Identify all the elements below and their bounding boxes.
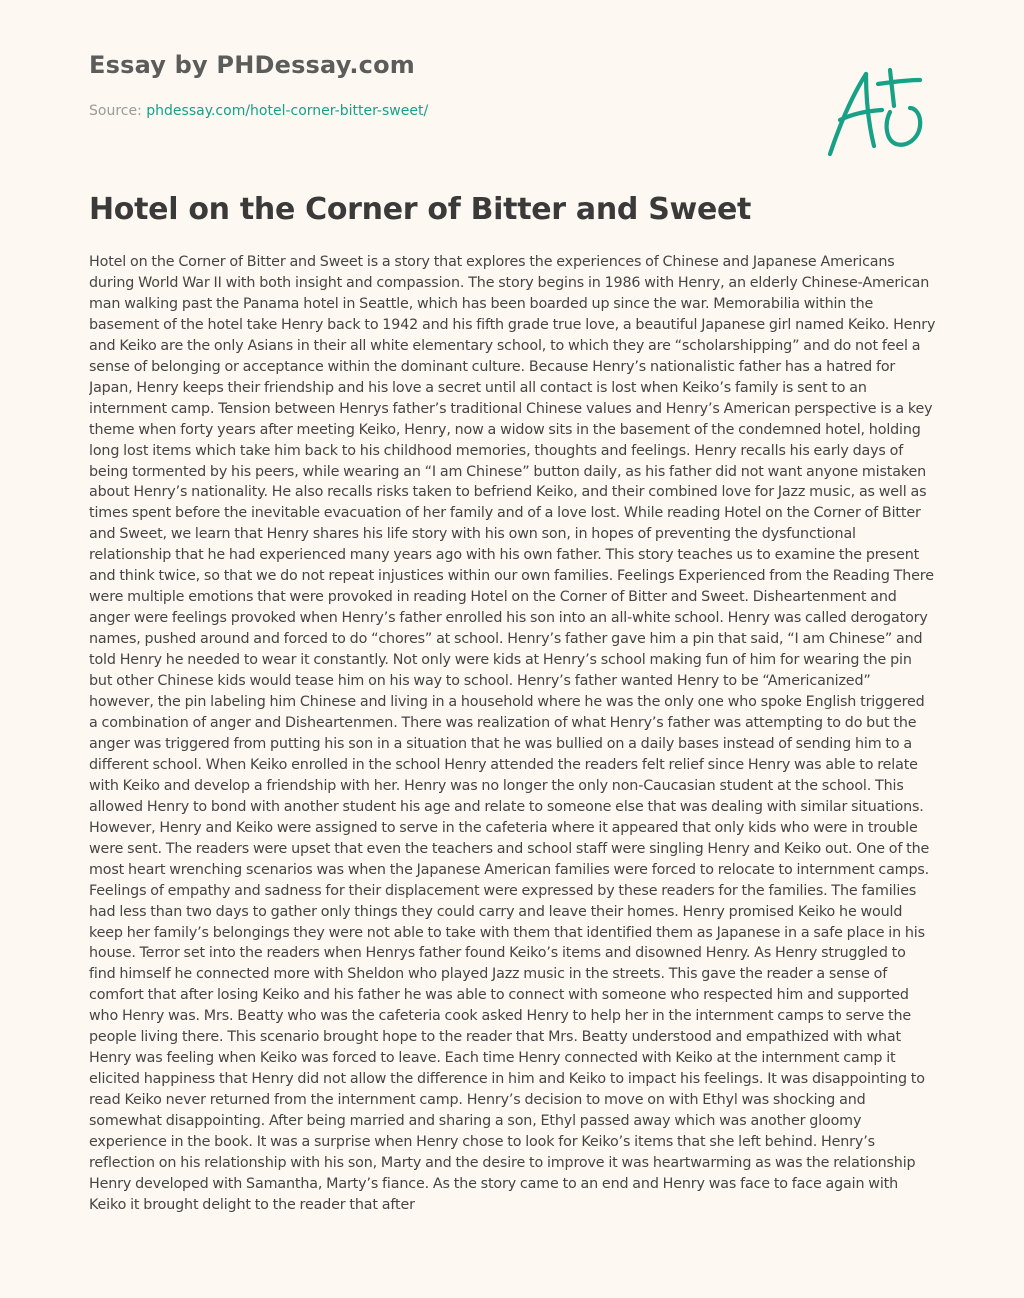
a-plus-grade-icon: [822, 64, 932, 160]
source-line: [89, 102, 789, 120]
article-body: Hotel on the Corner of Bitter and Sweet is a story that explores the experiences of Chinese and Japanese Americans during World War II with both insight and compassion. The story begins in 1986 with Henry, an elderly Chinese-American man walking past the Panama hotel in Seattle, which has been boarded up since the war. Memorabilia within the basement of the hotel take Henry back to 1942 and his fifth grade true love, a beautiful Japanese girl named Keiko. Henry and Keiko are the only Asians in their all white elementary school, to which they are “scholarshipping” and do not feel a sense of belonging or acceptance within the dominant culture. Because Henry’s nationalistic father has a hatred for Japan, Henry keeps their friendship and his love a secret until all contact is lost when Keiko’s family is sent to an internment camp. Tension between Henrys father’s traditional Chinese values and Henry’s American perspective is a key theme when forty years after meeting Keiko, Henry, now a widow sits in the basement of the condemned hotel, holding long lost items which take him back to his childhood memories, thoughts and feelings. Henry recalls his early days of being tormented by his peers, while wearing an “I am Chinese” button daily, as his father did not want anyone mistaken about Henry’s nationality. He also recalls risks taken to befriend Keiko, and their combined love for Jazz music, as well as times spent before the inevitable evacuation of her family and of a love lost. While reading Hotel on the Corner of Bitter and Sweet, we learn that Henry shares his life story with his own son, in hopes of preventing the dysfunctional relationship that he had experienced many years ago with his own father. This story teaches us to examine the present and think twice, so that we do not repeat injustices within our own families. Feelings Experienced from the Reading There were multiple emotions that were provoked in reading Hotel on the Corner of Bitter and Sweet. Disheartenment and anger were feelings provoked when Henry’s father enrolled his son into an all-white school. Henry was called derogatory names, pushed around and forced to do “chores” at school. Henry’s father gave him a pin that said, “I am Chinese” and told Henry he needed to wear it constantly. Not only were kids at Henry’s school making fun of him for wearing the pin but other Chinese kids would tease him on his way to school. Henry’s father wanted Henry to be “Americanized” however, the pin labeling him Chinese and living in a household where he was the only one who spoke English triggered a combination of anger and Disheartenmen. There was realization of what Henry’s father was attempting to do but the anger was triggered from putting his son in a situation that he was bullied on a daily bases instead of sending him to a different school. When Keiko enrolled in the school Henry attended the readers felt relief since Henry was able to relate with Keiko and develop a friendship with her. Henry was no longer the only non-Caucasian student at the school. This allowed Henry to bond with another student his age and relate to someone else that was dealing with similar situations. However, Henry and Keiko were assigned to serve in the cafeteria where it appeared that only kids who were in trouble were sent. The readers were upset that even the teachers and school staff were singling Henry and Keiko out. One of the most heart wrenching scenarios was when the Japanese American families were forced to relocate to internment camps. Feelings of empathy and sadness for their displacement were expressed by these readers for the families. The families had less than two days to gather only things they could carry and leave their homes. Henry promised Keiko he would keep her family’s belongings they were not able to take with them that identified them as Japanese in a safe place in his house. Terror set into the readers when Henrys father found Keiko’s items and disowned Henry. As Henry struggled to find himself he connected more with Sheldon who played Jazz music in the streets. This gave the reader a sense of comfort that after losing Keiko and his father he was able to connect with someone who respected him and supported who Henry was. Mrs. Beatty who was the cafeteria cook asked Henry to help her in the internment camps to serve the people living there. This scenario brought hope to the reader that Mrs. Beatty understood and empathized with what Henry was feeling when Keiko was forced to leave. Each time Henry connected with Keiko at the internment camp it elicited happiness that Henry did not allow the difference in him and Keiko to impact his feelings. It was disappointing to read Keiko never returned from the internment camp. Henry’s decision to move on with Ethyl was shocking and somewhat disappointing. After being married and sharing a son, Ethyl passed away which was another gloomy experience in the book. It was a surprise when Henry chose to look for Keiko’s items that she left behind. Henry’s reflection on his relationship with his son, Marty and the desire to improve it was heartwarming as was the relationship Henry developed with Samantha, Marty’s fiance. As the story came to an end and Henry was face to face again with Keiko it brought delight to the reader that after: [89, 254, 936, 1213]
source-label: Source:: [89, 103, 147, 119]
page-header: [89, 50, 789, 120]
site-title: Essay by PHDessay.com: [89, 51, 415, 79]
source-link[interactable]: phdessay.com/hotel-corner-bitter-sweet/: [146, 103, 429, 119]
article-title: Hotel on the Corner of Bitter and Sweet: [89, 192, 752, 227]
